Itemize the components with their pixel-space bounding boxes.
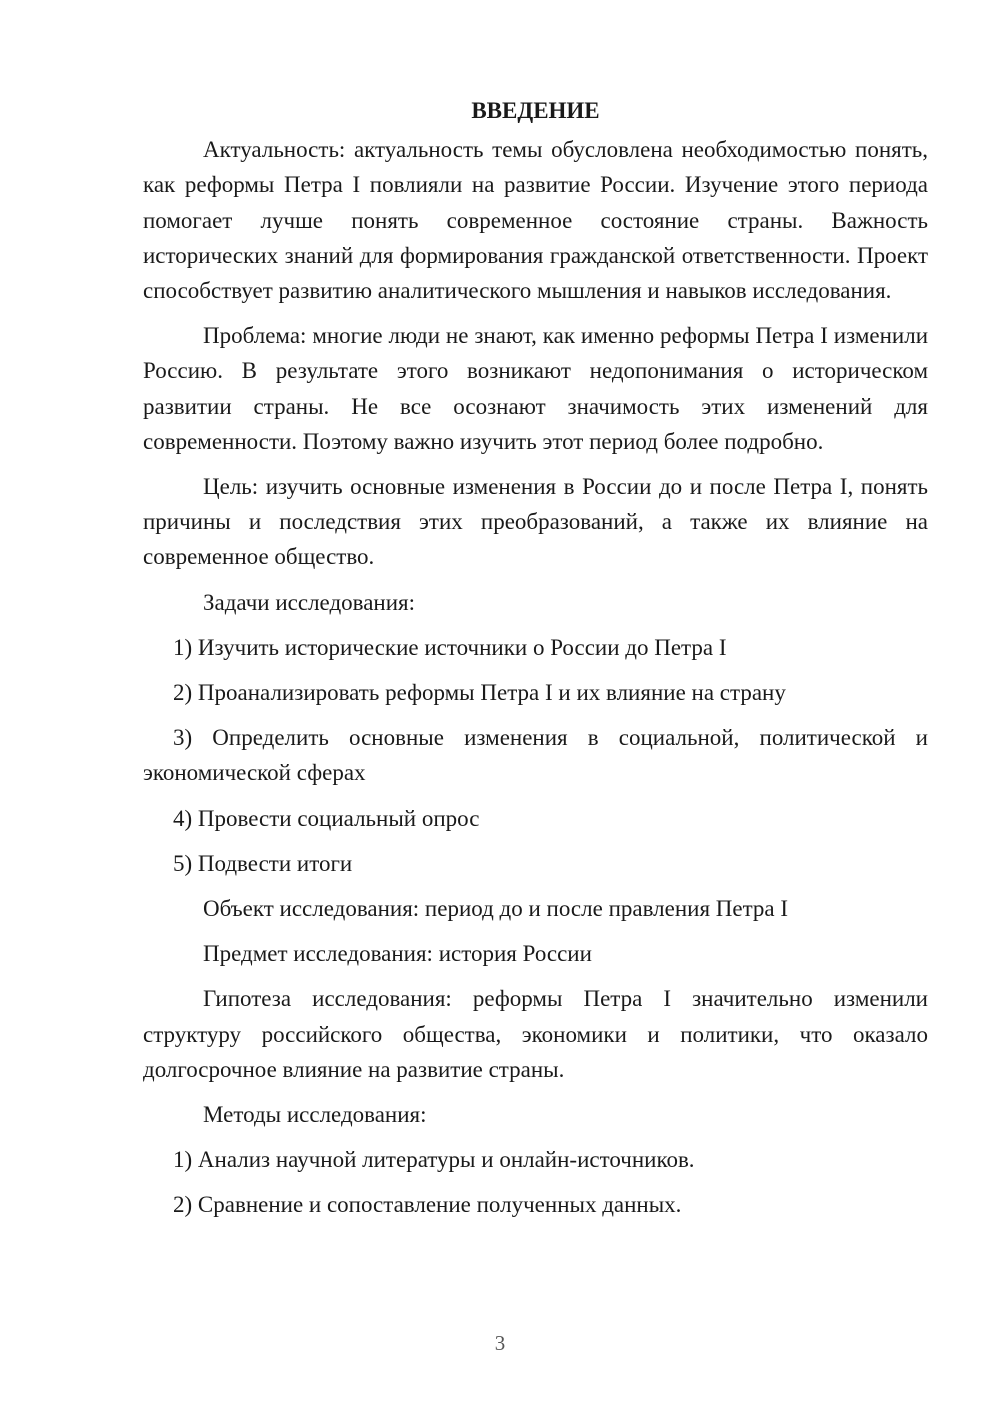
page-number: 3: [494, 1331, 506, 1355]
tasks-heading: Задачи исследования:: [203, 589, 416, 615]
object-line: Объект исследования: период до и после правления Петра I: [203, 896, 789, 922]
methods-list: [143, 1142, 928, 1222]
methods-heading: Методы исследования:: [203, 1102, 427, 1128]
page-title: ВВЕДЕНИЕ: [471, 98, 600, 123]
task-item: 1) Изучить исторические источники о России до Петра I: [173, 634, 727, 660]
tasks-list: [143, 630, 928, 881]
relevance-paragraph: Актуальность: актуальность темы обусловлена необходимостью понять, как реформы Петра I повлияли на развитие России. Изучение этого периода помогает лучше понять современное состояние страны. Важность исторических знаний для формирования гражданской ответственности. Проект способствует развитию аналитического мышления и навыков исследования.: [143, 137, 928, 304]
hypothesis-paragraph: Гипотеза исследования: реформы Петра I значительно изменили структуру российского общества, экономики и политики, что оказало долгосрочное влияние на развитие страны.: [143, 986, 928, 1082]
task-item: 5) Подвести итоги: [173, 850, 353, 876]
method-item: 1) Анализ научной литературы и онлайн-источников.: [173, 1147, 695, 1173]
task-item: 2) Проанализировать реформы Петра I и их влияние на страну: [173, 680, 786, 706]
method-item: 2) Сравнение и сопоставление полученных данных.: [173, 1192, 682, 1218]
task-item: 3) Определить основные изменения в социальной, политической и экономической сферах: [143, 725, 928, 786]
subject-line: Предмет исследования: история России: [203, 941, 592, 967]
goal-paragraph: Цель: изучить основные изменения в России до и после Петра I, понять причины и последствия этих преобразований, а также их влияние на современное общество.: [143, 474, 928, 570]
problem-paragraph: Проблема: многие люди не знают, как именно реформы Петра I изменили Россию. В результате этого возникают недопонимания о историческом развитии страны. Не все осознают значимость этих изменений для современности. Поэтому важно изучить этот период более подробно.: [143, 323, 928, 454]
document-page: [143, 93, 928, 1233]
task-item: 4) Провести социальный опрос: [173, 805, 480, 831]
